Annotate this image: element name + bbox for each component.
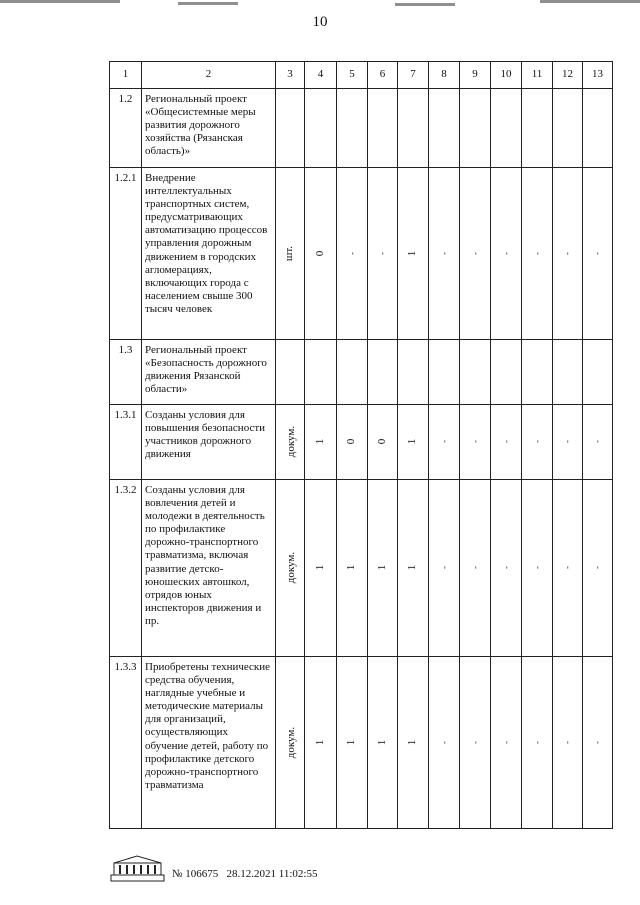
value-text: 1: [406, 565, 419, 571]
value-cell: [522, 405, 553, 480]
value-text: -: [500, 741, 511, 744]
value-cell: [429, 657, 460, 829]
row-number: 1.3.1: [110, 405, 142, 480]
table-row: [110, 657, 613, 829]
value-cell: [522, 480, 553, 657]
value-text: 0: [375, 439, 388, 445]
value-cell: [460, 657, 491, 829]
column-header: 6: [368, 62, 398, 89]
value-text: 1: [406, 439, 419, 445]
value-cell: [398, 405, 429, 480]
value-text: 1: [313, 739, 326, 746]
value-text: -: [561, 566, 572, 570]
value-text: -: [531, 440, 542, 444]
value-cell: [337, 89, 368, 168]
row-number: 1.3: [110, 340, 142, 405]
scan-artifact-top-far-right: [540, 0, 640, 3]
value-cell: [429, 405, 460, 480]
column-header: 2: [142, 62, 276, 89]
value-cell: [429, 89, 460, 168]
value-cell: [460, 340, 491, 405]
value-cell: [368, 405, 398, 480]
building-stamp-icon: [110, 855, 165, 883]
unit-cell: [276, 168, 305, 340]
column-header: 3: [276, 62, 305, 89]
unit-cell: [276, 340, 305, 405]
value-text: -: [531, 566, 542, 570]
value-text: -: [591, 741, 602, 744]
value-text: -: [561, 741, 572, 744]
column-header: 4: [305, 62, 337, 89]
value-cell: [398, 168, 429, 340]
value-text: -: [346, 252, 357, 255]
value-text: -: [591, 252, 602, 255]
value-text: 1: [313, 439, 326, 445]
value-cell: [491, 340, 522, 405]
value-cell: [368, 480, 398, 657]
value-text: -: [591, 566, 602, 570]
value-text: -: [469, 252, 480, 255]
value-cell: [583, 168, 613, 340]
value-cell: [305, 480, 337, 657]
value-cell: [553, 89, 583, 168]
value-text: 0: [313, 250, 326, 257]
value-cell: [460, 480, 491, 657]
value-cell: [522, 340, 553, 405]
document-number: № 106675: [172, 868, 219, 880]
value-text: -: [469, 741, 480, 744]
document-datetime: 28.12.2021 11:02:55: [226, 868, 318, 880]
value-cell: [368, 657, 398, 829]
value-text: 1: [345, 565, 358, 571]
value-cell: [368, 168, 398, 340]
indicator-name: Региональный проект «Общесистемные меры развития дорожного хозяйства (Рязанская область)»: [142, 89, 276, 168]
indicators-table: [109, 61, 613, 829]
value-text: -: [531, 252, 542, 255]
value-cell: [429, 340, 460, 405]
value-text: -: [500, 252, 511, 255]
unit-cell: [276, 89, 305, 168]
unit-label: докум.: [285, 426, 298, 458]
value-cell: [491, 657, 522, 829]
value-cell: [368, 340, 398, 405]
value-text: 1: [406, 739, 419, 746]
value-text: 0: [345, 439, 358, 445]
scan-artifact-top-left: [0, 0, 120, 3]
value-cell: [305, 340, 337, 405]
value-text: -: [438, 252, 449, 255]
value-text: 1: [313, 565, 326, 571]
value-text: -: [531, 741, 542, 744]
value-text: -: [376, 252, 387, 255]
value-cell: [460, 89, 491, 168]
column-header: 5: [337, 62, 368, 89]
unit-cell: [276, 657, 305, 829]
value-cell: [398, 657, 429, 829]
column-header: 11: [522, 62, 553, 89]
value-cell: [337, 405, 368, 480]
value-cell: [429, 168, 460, 340]
indicator-name: Приобретены технические средства обучения, наглядные учебные и методические материалы для организаций, осуществляющих обучение детей, работу по профилактике детского дорожно-транспортного травматизма: [142, 657, 276, 829]
row-number: 1.2: [110, 89, 142, 168]
value-cell: [491, 480, 522, 657]
value-cell: [553, 405, 583, 480]
column-header: 8: [429, 62, 460, 89]
value-cell: [305, 405, 337, 480]
value-cell: [583, 340, 613, 405]
column-header: 7: [398, 62, 429, 89]
unit-label: докум.: [285, 552, 298, 584]
column-header: 1: [110, 62, 142, 89]
table-row: [110, 168, 613, 340]
value-text: -: [438, 566, 449, 570]
indicator-name: Созданы условия для повышения безопасности участников дорожного движения: [142, 405, 276, 480]
table-row: [110, 89, 613, 168]
value-text: 1: [375, 739, 388, 746]
value-text: -: [561, 440, 572, 444]
footer: [110, 855, 410, 887]
unit-cell: [276, 480, 305, 657]
value-cell: [337, 480, 368, 657]
value-cell: [553, 657, 583, 829]
value-text: -: [591, 440, 602, 444]
value-cell: [337, 168, 368, 340]
row-number: 1.2.1: [110, 168, 142, 340]
indicator-name: Внедрение интеллектуальных транспортных систем, предусматривающих автоматизацию процессов управления дорожным движением в городских агломерациях, включающих города с населением свыше 300 тысяч человек: [142, 168, 276, 340]
unit-label: докум.: [285, 726, 298, 759]
value-cell: [398, 480, 429, 657]
value-text: -: [438, 440, 449, 444]
value-text: -: [469, 566, 480, 570]
column-header: 9: [460, 62, 491, 89]
column-header: 13: [583, 62, 613, 89]
value-text: -: [500, 440, 511, 444]
value-cell: [305, 89, 337, 168]
value-cell: [305, 168, 337, 340]
table-row: [110, 405, 613, 480]
value-cell: [491, 89, 522, 168]
value-cell: [522, 89, 553, 168]
value-cell: [491, 168, 522, 340]
value-text: 1: [345, 739, 358, 746]
value-cell: [522, 657, 553, 829]
value-cell: [491, 405, 522, 480]
value-text: -: [469, 440, 480, 444]
indicator-name: Региональный проект «Безопасность дорожного движения Рязанской области»: [142, 340, 276, 405]
value-cell: [368, 89, 398, 168]
column-header: 12: [553, 62, 583, 89]
table-row: [110, 480, 613, 657]
unit-cell: [276, 405, 305, 480]
value-cell: [337, 657, 368, 829]
page-number: 10: [312, 14, 328, 30]
value-cell: [553, 340, 583, 405]
value-text: 1: [406, 250, 419, 257]
column-header: 10: [491, 62, 522, 89]
value-cell: [583, 89, 613, 168]
value-cell: [398, 89, 429, 168]
value-text: 1: [375, 565, 388, 571]
unit-label: шт.: [283, 245, 296, 262]
value-cell: [460, 405, 491, 480]
value-cell: [583, 405, 613, 480]
table-header-row: [110, 62, 613, 89]
row-number: 1.3.3: [110, 657, 142, 829]
value-cell: [337, 340, 368, 405]
value-cell: [553, 480, 583, 657]
value-cell: [553, 168, 583, 340]
scan-artifact-top-center: [178, 2, 238, 5]
table-row: [110, 340, 613, 405]
value-cell: [522, 168, 553, 340]
row-number: 1.3.2: [110, 480, 142, 657]
value-cell: [305, 657, 337, 829]
value-cell: [583, 657, 613, 829]
value-cell: [398, 340, 429, 405]
indicator-name: Созданы условия для вовлечения детей и молодежи в деятельность по профилактике дорожно-транспортного травматизма, включая развитие детско-юношеских автошкол, отрядов юных инспекторов движения и пр.: [142, 480, 276, 657]
value-cell: [583, 480, 613, 657]
scan-artifact-top-right: [395, 3, 455, 6]
value-text: -: [561, 252, 572, 255]
value-text: -: [438, 741, 449, 744]
value-text: -: [500, 566, 511, 570]
document-registration: [172, 868, 317, 880]
value-cell: [460, 168, 491, 340]
value-cell: [429, 480, 460, 657]
